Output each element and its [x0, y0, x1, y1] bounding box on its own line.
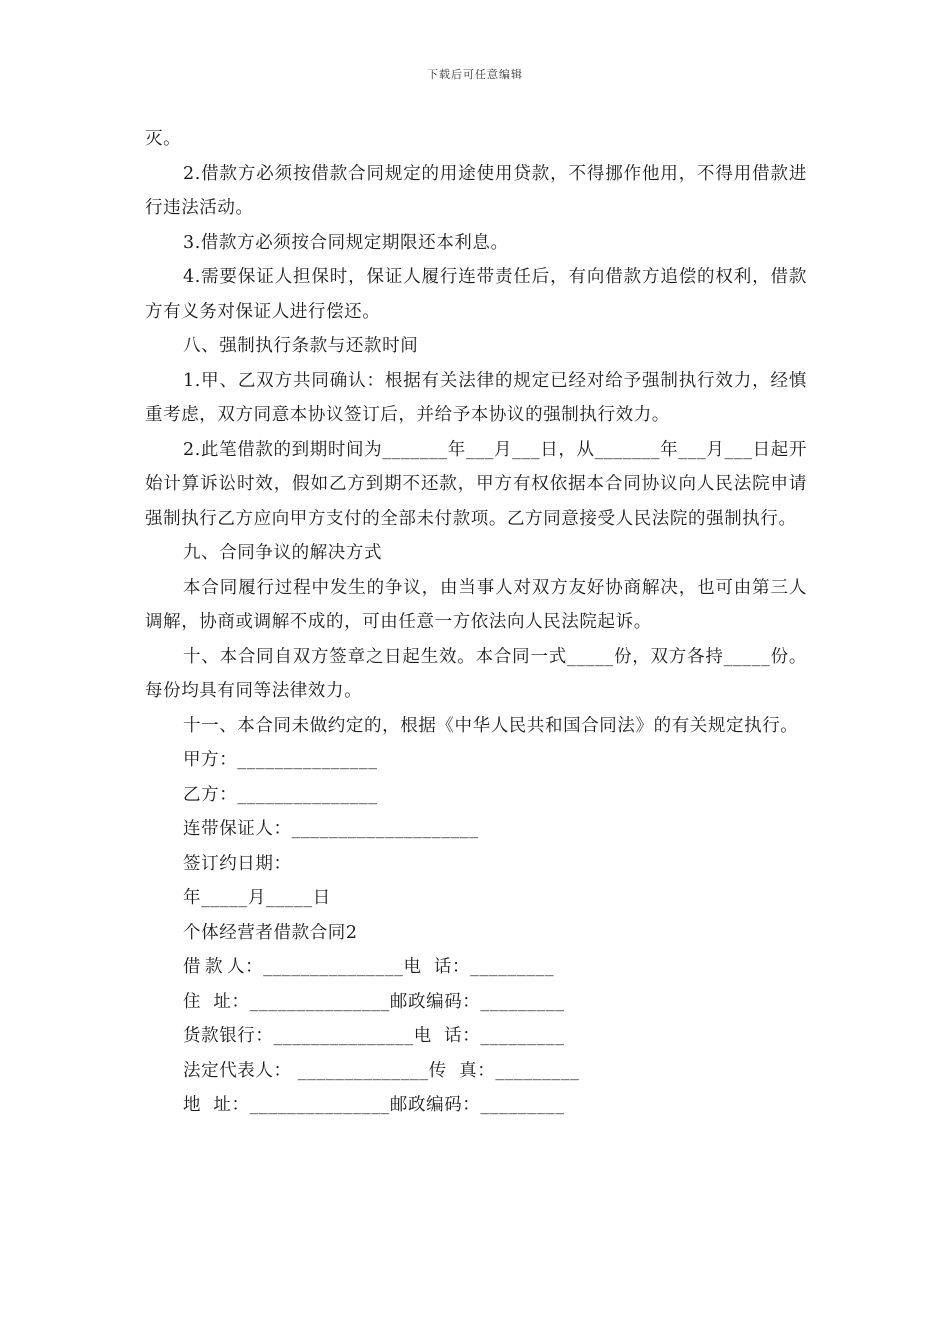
- paragraph: 灭。: [145, 129, 182, 149]
- sign-date-label: 签订约日期：: [183, 853, 292, 874]
- contract2-title: 个体经营者借款合同2: [183, 922, 358, 943]
- address2-label: 地 址：: [183, 1095, 250, 1115]
- address2-blank: _______________: [249, 1095, 390, 1115]
- legal-rep-fax-blank: _________: [495, 1060, 580, 1081]
- paragraph: 十、本合同自双方签章之日起生效。本合同一式_____份，双方各持_____份。每份均具有同等法律效力。: [145, 646, 807, 701]
- borrower-phone-label: 电 话：: [403, 957, 471, 977]
- address2-row: [145, 1088, 807, 1123]
- legal-rep-fax-label: 传 真：: [428, 1060, 496, 1081]
- legal-rep-row: [145, 1054, 807, 1089]
- sign-date-line: 年_____月_____日: [183, 888, 331, 908]
- address1-blank: _______________: [249, 991, 390, 1012]
- borrower-label-char: 人：: [227, 957, 264, 977]
- page-header: 下载后可任意编辑: [427, 68, 523, 81]
- bank-phone-label: 电 话：: [413, 1026, 481, 1046]
- address1-postcode-label: 邮政编码：: [389, 991, 481, 1012]
- borrower-row: [145, 950, 807, 985]
- bank-label: 货款银行：: [183, 1026, 274, 1046]
- section-heading: 九、合同争议的解决方式: [183, 543, 383, 563]
- legal-rep-blank: ______________: [291, 1060, 429, 1081]
- bank-blank: _______________: [273, 1026, 414, 1046]
- paragraph: 2.借款方必须按借款合同规定的用途使用贷款，不得挪作他用，不得用借款进行违法活动。: [145, 163, 807, 218]
- address2-postcode-label: 邮政编码：: [389, 1095, 481, 1115]
- legal-rep-label: 法定代表人：: [183, 1060, 292, 1081]
- address1-label: 住 址：: [183, 991, 250, 1012]
- signature-party-b: 乙方：_______________: [183, 784, 378, 805]
- document-body: [145, 122, 807, 1123]
- paragraph: 4.需要保证人担保时，保证人履行连带责任后，有向借款方追偿的权利，借款方有义务对保证人进行偿还。: [145, 267, 807, 322]
- signature-party-a: 甲方：_______________: [183, 750, 378, 770]
- address2-postcode-blank: _________: [480, 1095, 565, 1115]
- address1-postcode-blank: _________: [480, 991, 565, 1012]
- borrower-phone-blank: _________: [470, 957, 555, 977]
- paragraph: 十一、本合同未做约定的，根据《中华人民共和国合同法》的有关规定执行。: [183, 715, 799, 736]
- borrower-blank: _______________: [263, 957, 404, 977]
- paragraph: 2.此笔借款的到期时间为_______年___月___日，从_______年___月___日起开始计算诉讼时效，假如乙方到期不还款，甲方有权依据本合同协议向人民法院申请强制执行乙方应向甲方支付的全部未付款项。乙方同意接受人民法院的强制执行。: [145, 439, 807, 529]
- paragraph: 1.甲、乙双方共同确认：根据有关法律的规定已经对给予强制执行效力，经慎重考虑，双方同意本协议签订后，并给予本协议的强制执行效力。: [145, 370, 807, 425]
- section-heading: 八、强制执行条款与还款时间: [183, 336, 419, 356]
- bank-phone-blank: _________: [480, 1026, 565, 1046]
- borrower-label-char: 借: [183, 957, 202, 977]
- paragraph: 本合同履行过程中发生的争议，由当事人对双方友好协商解决，也可由第三人调解，协商或调解不成的，可由任意一方依法向人民法院起诉。: [145, 577, 807, 632]
- paragraph: 3.借款方必须按合同规定期限还本利息。: [183, 232, 509, 253]
- address1-row: [145, 985, 807, 1020]
- signature-guarantor: 连带保证人：____________________: [183, 819, 479, 839]
- borrower-label-char: 款: [205, 957, 224, 977]
- bank-row: [145, 1019, 807, 1054]
